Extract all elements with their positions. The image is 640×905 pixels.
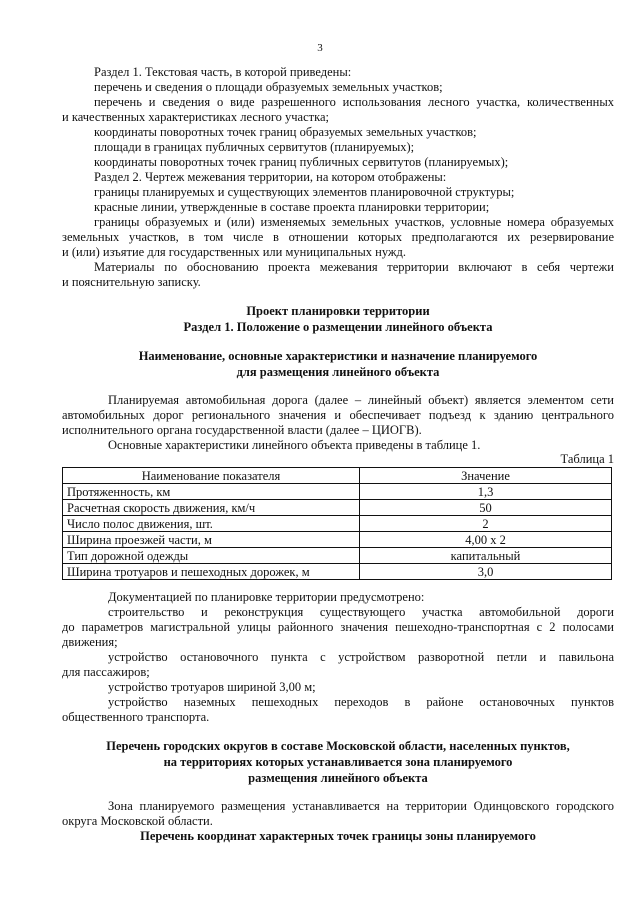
text-line: общественного транспорта. — [62, 710, 210, 724]
table-cell: Ширина тротуаров и пешеходных дорожек, м — [63, 564, 360, 580]
text-line: Планируемая автомобильная дорога (далее – линейный объект) является элементом сети — [108, 393, 614, 407]
text-line: округа Московской области. — [62, 814, 213, 828]
text-line: границы образуемых и (или) изменяемых земельных участков, условные номера образуемых — [94, 215, 614, 229]
characteristics-table — [62, 467, 612, 580]
section-heading: Перечень городских округов в составе Московской области, населенных пунктов, — [106, 739, 570, 753]
text-line: перечень и сведения о площади образуемых земельных участков; — [94, 80, 443, 94]
text-line: устройство наземных пешеходных переходов в районе остановочных пунктов — [108, 695, 614, 709]
table-cell: Протяженность, км — [63, 484, 360, 500]
text-line: устройство тротуаров шириной 3,00 м; — [108, 680, 316, 694]
text-line: автомобильных дорог регионального значения и обеспечивает подъезд к зданию центрального — [62, 408, 614, 422]
text-line: Материалы по обоснованию проекта межевания территории включают в себя чертежи — [94, 260, 614, 274]
section-heading: Проект планировки территории — [246, 304, 430, 318]
table-cell: 1,3 — [360, 484, 612, 500]
table-row — [63, 548, 612, 564]
text-line: строительство и реконструкция существующего участка автомобильной дороги — [108, 605, 614, 619]
section-heading: на территориях которых устанавливается зона планируемого — [163, 755, 513, 769]
text-line: границы планируемых и существующих элементов планировочной структуры; — [94, 185, 515, 199]
table-cell: Ширина проезжей части, м — [63, 532, 360, 548]
table-header-cell: Наименование показателя — [63, 468, 360, 484]
text-line: координаты поворотных точек границ публичных сервитутов (планируемых); — [94, 155, 509, 169]
table-cell: Расчетная скорость движения, км/ч — [63, 500, 360, 516]
text-line: и пояснительную записку. — [62, 275, 201, 289]
text-line: и качественных характеристиках лесного участка; — [62, 110, 330, 124]
table-row — [63, 532, 612, 548]
section-heading: для размещения линейного объекта — [236, 365, 440, 379]
page-number: 3 — [317, 42, 323, 54]
table-cell: 3,0 — [360, 564, 612, 580]
section-heading: Раздел 1. Положение о размещении линейного объекта — [183, 320, 493, 334]
text-line: Раздел 1. Текстовая часть, в которой приведены: — [94, 65, 352, 79]
table-row — [63, 564, 612, 580]
text-line: красные линии, утвержденные в составе проекта планировки территории; — [94, 200, 490, 214]
table-header-cell: Значение — [360, 468, 612, 484]
text-line: устройство остановочного пункта с устройством разворотной петли и павильона — [108, 650, 614, 664]
table-cell: Тип дорожной одежды — [63, 548, 360, 564]
text-line: и (или) изъятие для государственных или муниципальных нужд. — [62, 245, 407, 259]
table-header-row — [63, 468, 612, 484]
text-line: для пассажиров; — [62, 665, 150, 679]
table-cell: Число полос движения, шт. — [63, 516, 360, 532]
table-caption: Таблица 1 — [560, 452, 614, 466]
text-line: Зона планируемого размещения устанавливается на территории Одинцовского городского — [108, 799, 614, 813]
text-line: координаты поворотных точек границ образуемых земельных участков; — [94, 125, 477, 139]
table-cell: капитальный — [360, 548, 612, 564]
text-line: до параметров магистральной улицы районного значения пешеходно-транспортная с 2 полосами — [62, 620, 614, 634]
text-line: земельных участков, в том числе в отношении которых предполагаются их резервирование — [62, 230, 614, 244]
text-line: площади в границах публичных сервитутов (планируемых); — [94, 140, 415, 154]
text-line: Раздел 2. Чертеж межевания территории, на котором отображены: — [94, 170, 447, 184]
section-heading: Перечень координат характерных точек границы зоны планируемого — [140, 829, 536, 843]
section-heading: размещения линейного объекта — [248, 771, 428, 785]
table-row — [63, 500, 612, 516]
table-cell: 2 — [360, 516, 612, 532]
text-line: Основные характеристики линейного объекта приведены в таблице 1. — [108, 438, 481, 452]
table-row — [63, 484, 612, 500]
table-cell: 4,00 х 2 — [360, 532, 612, 548]
table-cell: 50 — [360, 500, 612, 516]
text-line: перечень и сведения о виде разрешенного использования лесного участка, количественных — [94, 95, 614, 109]
text-line: Документацией по планировке территории предусмотрено: — [108, 590, 425, 604]
section-heading: Наименование, основные характеристики и назначение планируемого — [138, 349, 538, 363]
table-row — [63, 516, 612, 532]
text-line: движения; — [62, 635, 118, 649]
text-line: исполнительного органа государственной власти (далее – ЦИОГВ). — [62, 423, 422, 437]
